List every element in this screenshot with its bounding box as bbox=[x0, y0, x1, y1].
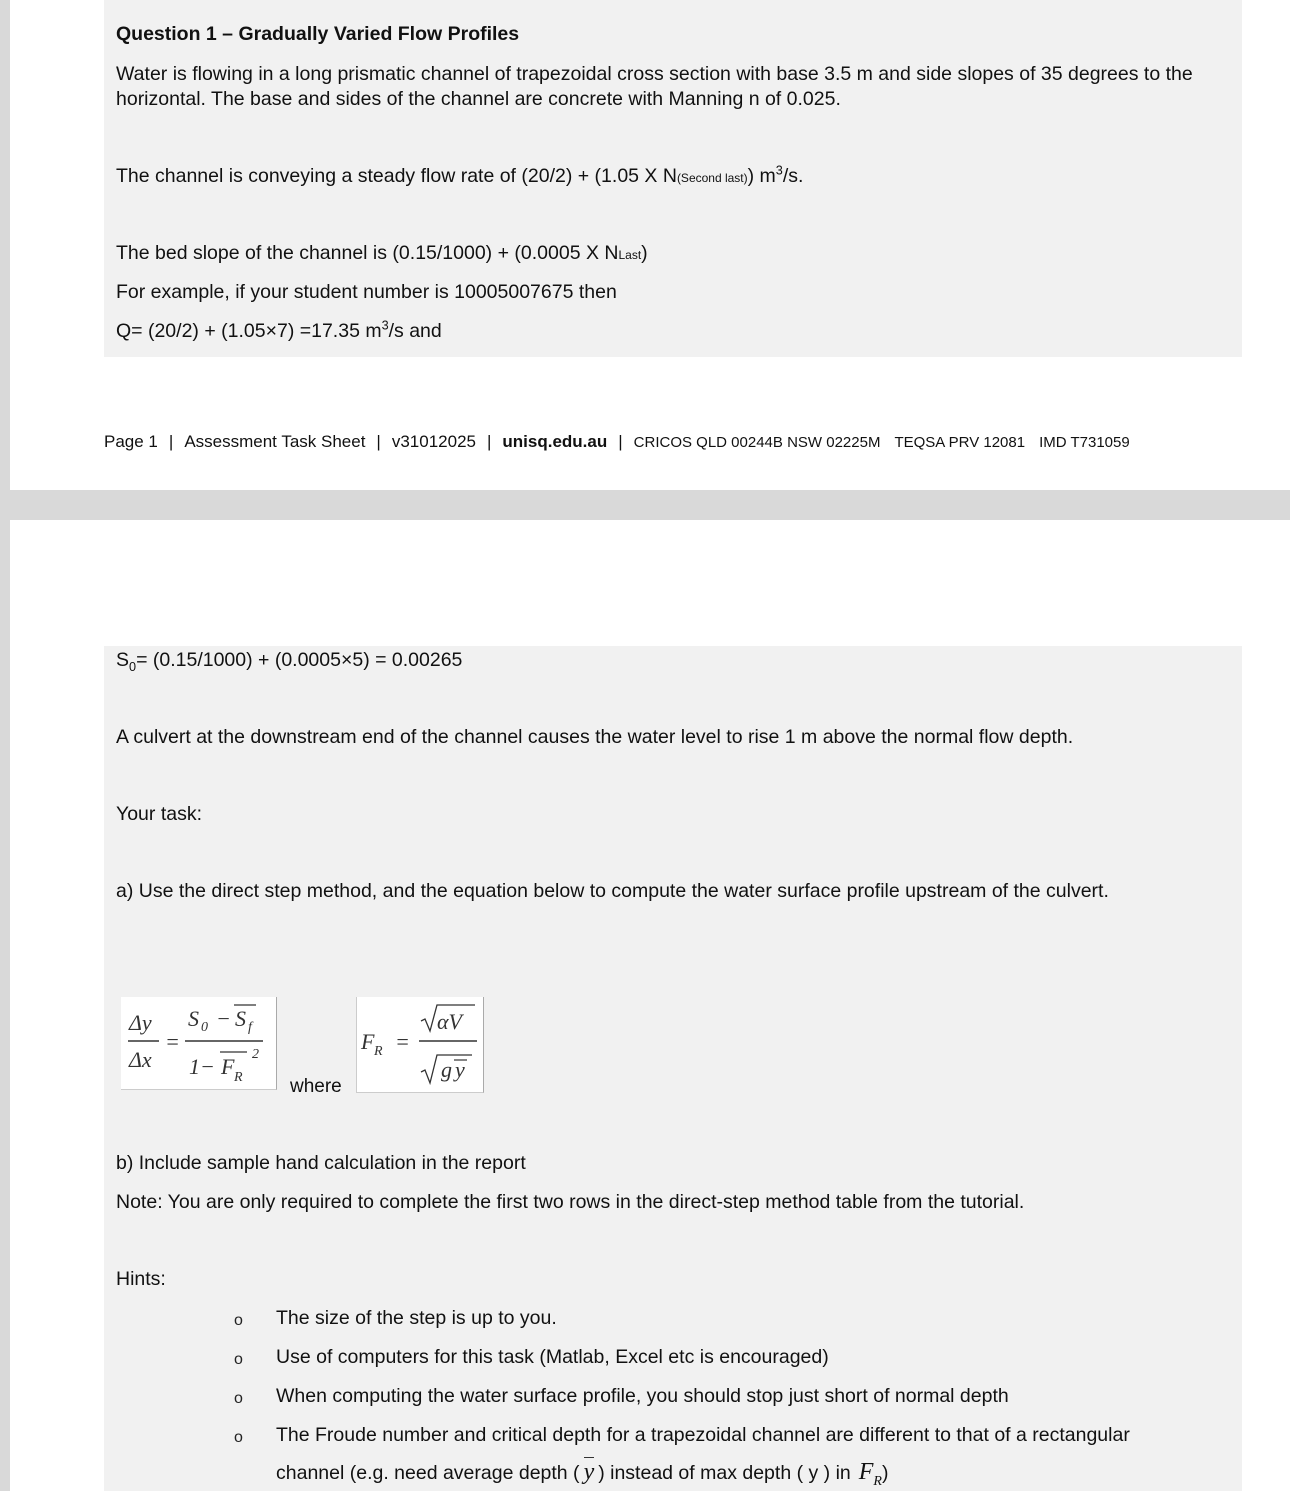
hint-item: Use of computers for this task (Matlab, Excel etc is encouraged) bbox=[276, 1346, 829, 1368]
froude-symbol: $F_R$ bbox=[858, 1459, 882, 1489]
so-example: $S_0= (0.15/1000) + (0.0005\times 5) = 0.00265$ bbox=[116, 649, 463, 674]
svg-text:αV: αV bbox=[437, 1009, 462, 1034]
svg-text:f: f bbox=[248, 1020, 252, 1035]
your-task-label: Your task: bbox=[116, 803, 202, 825]
note-text: Note: You are only required to complete the first two rows in the direct-step method table from the tutorial. bbox=[116, 1191, 1025, 1213]
svg-text:Δx: Δx bbox=[129, 1047, 152, 1072]
svg-text:R: R bbox=[234, 1070, 243, 1085]
bullet-marker: o bbox=[234, 1390, 243, 1407]
svg-text:Δy: Δy bbox=[129, 1010, 152, 1035]
page-2 bbox=[10, 520, 1290, 1491]
y-bar-symbol: y bbox=[583, 1459, 595, 1485]
svg-text:F: F bbox=[221, 1054, 235, 1079]
bullet-marker: o bbox=[234, 1312, 243, 1329]
direct-step-equation-graphic bbox=[121, 997, 276, 1089]
hint-item: When computing the water surface profile, you should stop just short of normal depth bbox=[276, 1385, 1009, 1407]
svg-text:−: − bbox=[216, 1006, 231, 1031]
part-a-text: a) Use the direct step method, and the equation below to compute the water surface profile upstream of the culvert. bbox=[116, 880, 1109, 902]
footer-page: Page 1 bbox=[104, 432, 158, 451]
q-example: Q= (20/2) + (1.05×7) =17.35 $m^3/s$ and bbox=[116, 318, 442, 342]
hints-label: Hints: bbox=[116, 1268, 166, 1290]
footer-doc: Assessment Task Sheet bbox=[184, 432, 366, 451]
direct-step-equation bbox=[121, 997, 277, 1090]
footer-site-link[interactable]: unisq.edu.au bbox=[502, 432, 608, 451]
where-text: where bbox=[290, 1076, 342, 1097]
froude-equation-graphic bbox=[357, 997, 483, 1092]
svg-text:F: F bbox=[361, 1029, 375, 1054]
svg-text:2: 2 bbox=[252, 1047, 259, 1062]
svg-text:S: S bbox=[235, 1006, 246, 1031]
hint-item: The size of the step is up to you. bbox=[276, 1307, 557, 1329]
froude-equation bbox=[356, 997, 484, 1093]
culvert-text: A culvert at the downstream end of the channel causes the water level to rise 1 m above the normal flow depth. bbox=[116, 726, 1074, 748]
footer-cricos: CRICOS QLD 00244B NSW 02225M bbox=[633, 434, 881, 451]
footer-version: v31012025 bbox=[391, 432, 476, 451]
channel-description: Water is flowing in a long prismatic channel of trapezoidal cross section with base 3.5 m and side slopes of 35 degrees to the horizontal. The base and sides of the channel are concrete with Manning n of 0.025. bbox=[116, 63, 1193, 110]
example-text: For example, if your student number is 10005007675 then bbox=[116, 281, 617, 303]
page-1 bbox=[10, 0, 1290, 490]
svg-text:R: R bbox=[374, 1044, 383, 1059]
svg-text:S: S bbox=[188, 1006, 199, 1031]
svg-text:y: y bbox=[455, 1057, 465, 1082]
svg-text:1−: 1− bbox=[189, 1054, 215, 1079]
footer-imd: IMD T731059 bbox=[1039, 434, 1130, 451]
bullet-marker: o bbox=[234, 1429, 243, 1446]
part-b-text: b) Include sample hand calculation in the report bbox=[116, 1152, 526, 1174]
svg-text:0: 0 bbox=[201, 1020, 208, 1035]
hint-item-continuation: channel (e.g. need average depth ( y ) instead of max depth ( y ) in $F_R$) bbox=[276, 1459, 889, 1489]
hint-item: The Froude number and critical depth for a trapezoidal channel are different to that of a rectangular bbox=[276, 1424, 1130, 1446]
svg-text:=: = bbox=[165, 1029, 180, 1054]
svg-text:=: = bbox=[395, 1029, 410, 1054]
page-footer: Page 1 | Assessment Task Sheet | v31012025 | unisq.edu.au | CRICOS QLD 00244B NSW 02225M TEQSA PRV 12081 IMD T731059 bbox=[104, 432, 1130, 451]
footer-teqsa: TEQSA PRV 12081 bbox=[894, 434, 1026, 451]
flow-rate-text: The channel is conveying a steady flow rate of (20/2) + (1.05 X N(Second last)) $m^3/s$. bbox=[116, 163, 804, 187]
bed-slope-text: The bed slope of the channel is (0.15/1000) + (0.0005 X NLast) bbox=[116, 242, 648, 264]
bullet-marker: o bbox=[234, 1351, 243, 1368]
svg-text:g: g bbox=[441, 1057, 452, 1082]
question-heading: Question 1 – Gradually Varied Flow Profiles bbox=[116, 23, 520, 45]
